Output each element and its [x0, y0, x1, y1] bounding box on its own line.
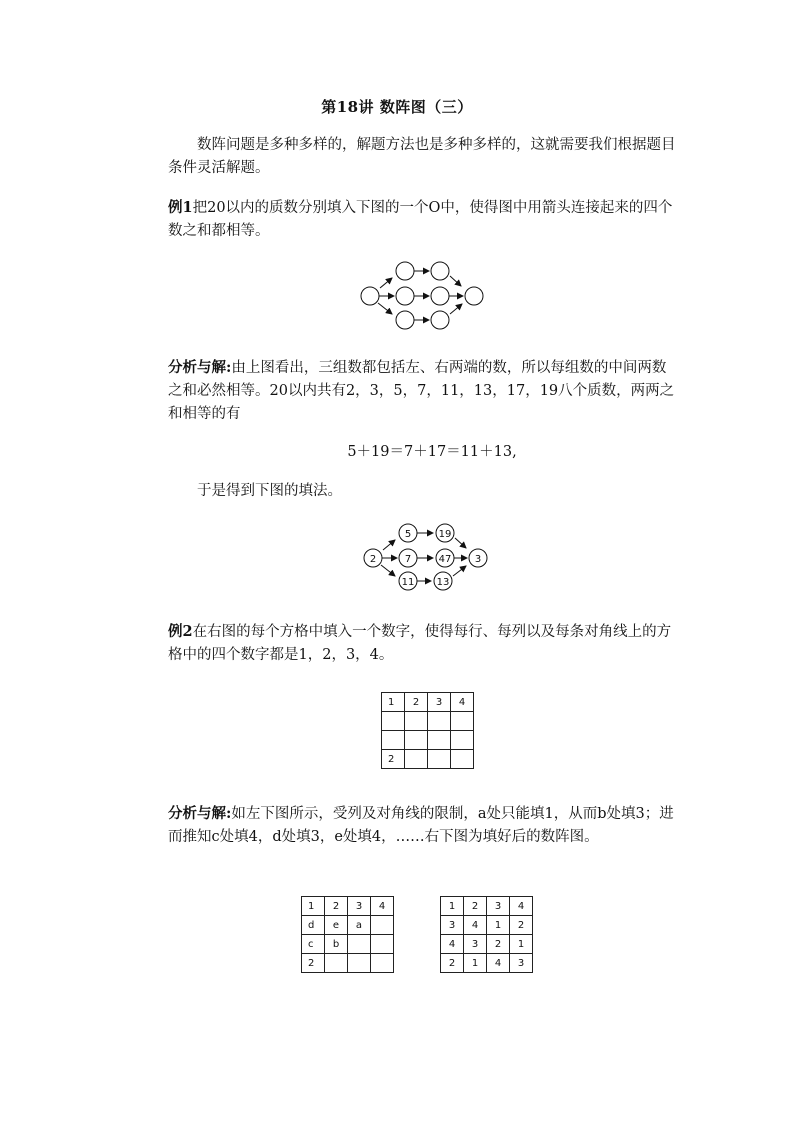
filled-circle-top1 — [399, 524, 417, 542]
circle-top2 — [431, 262, 449, 280]
grid-cell: 1 — [487, 916, 510, 935]
example2-text: 在右图的每个方格中填入一个数字，使得每行、每列以及每条对角线上的方格中的四个数字都是1，2，3，4。 — [168, 624, 672, 663]
value-bot1: 11 — [401, 577, 415, 588]
grid-cell: 1 — [441, 897, 464, 916]
grid-cell: 2 — [302, 954, 325, 973]
analysis2-paragraph — [168, 802, 676, 849]
grid-cell: 4 — [510, 897, 533, 916]
filled-circle-bot1 — [399, 572, 417, 590]
analysis1-paragraph — [168, 356, 676, 426]
grid-cell — [325, 954, 348, 973]
filled-circle-bot2 — [434, 572, 452, 590]
conclusion-paragraph: 于是得到下图的填法。 — [197, 483, 342, 499]
grid-cell: c — [302, 935, 325, 954]
grid-cell — [348, 935, 371, 954]
grid-cell: 1 — [302, 897, 325, 916]
grid-row — [441, 954, 533, 973]
arrow-bot-right — [450, 304, 462, 314]
page-title: 第18讲 数阵图（三） — [321, 98, 473, 116]
grid-cell: 4 — [451, 693, 474, 712]
value-mid1: 7 — [404, 554, 412, 565]
filled-arrow-left-bot — [381, 565, 395, 576]
grid-cell — [405, 731, 428, 750]
value-bot2: 13 — [436, 577, 450, 588]
filled-circle-mid1 — [399, 549, 417, 567]
grid-cell — [348, 954, 371, 973]
equation: 5＋19＝7＋17＝11＋13, — [347, 444, 517, 460]
grid-cell: b — [325, 935, 348, 954]
grid-row — [382, 693, 474, 712]
value-left: 2 — [369, 554, 377, 565]
grid-cell: 2 — [464, 897, 487, 916]
grid-cell — [451, 712, 474, 731]
example2-label: 例2 — [168, 623, 193, 640]
grid-row — [302, 954, 394, 973]
value-mid2: 47 — [438, 554, 452, 565]
filled-arrow-top-right — [455, 538, 466, 548]
arrow-left-top — [380, 278, 392, 288]
grid-cell: 4 — [371, 897, 394, 916]
grid-cell: 3 — [487, 897, 510, 916]
grid-row — [302, 916, 394, 935]
grid-cell: 3 — [441, 916, 464, 935]
grid-cell — [428, 731, 451, 750]
filled-arrow-bot-right — [453, 566, 466, 576]
circle-top1 — [396, 262, 414, 280]
circle-left — [361, 287, 379, 305]
filled-circle-mid2 — [436, 549, 454, 567]
grid-cell — [451, 731, 474, 750]
analysis1-label: 分析与解: — [168, 359, 232, 376]
circle-mid1 — [396, 287, 414, 305]
right-solved-grid — [440, 896, 533, 973]
grid-cell — [371, 935, 394, 954]
arrow-top-right — [450, 276, 461, 286]
grid-cell — [371, 916, 394, 935]
analysis2-text: 如左下图所示，受列及对角线的限制，a处只能填1，从而b处填3；进而推知c处填4，d处填3，e处填4，……右下图为填好后的数阵图。 — [168, 806, 674, 845]
grid-cell — [451, 750, 474, 769]
grid-cell: d — [302, 916, 325, 935]
grid-cell: 4 — [464, 916, 487, 935]
grid-row — [441, 935, 533, 954]
grid-row — [302, 897, 394, 916]
grid-cell: 3 — [510, 954, 533, 973]
example1-paragraph — [168, 196, 676, 243]
grid-cell — [428, 712, 451, 731]
example2-paragraph — [168, 620, 676, 667]
example1-label: 例1 — [168, 199, 193, 216]
grid-cell: 2 — [510, 916, 533, 935]
grid-cell: e — [325, 916, 348, 935]
grid-cell — [371, 954, 394, 973]
arrow-left-bot — [378, 303, 392, 314]
value-right: 3 — [474, 554, 482, 565]
grid-row — [441, 897, 533, 916]
analysis2-label: 分析与解: — [168, 805, 232, 822]
circle-bot1 — [396, 311, 414, 329]
filled-circle-right — [469, 549, 487, 567]
circle-right — [465, 287, 483, 305]
grid-cell: 2 — [382, 750, 405, 769]
grid-cell: 4 — [441, 935, 464, 954]
grid-row — [302, 935, 394, 954]
grid-cell — [382, 712, 405, 731]
circle-mid2 — [431, 287, 449, 305]
circle-bot2 — [431, 311, 449, 329]
left-partial-grid — [301, 896, 394, 973]
grid-cell: 1 — [382, 693, 405, 712]
filled-arrow-left-top — [383, 540, 395, 550]
grid-cell: 2 — [325, 897, 348, 916]
grid-cell: 3 — [428, 693, 451, 712]
grid-row — [441, 916, 533, 935]
intro-paragraph: 数阵问题是多种多样的，解题方法也是多种多样的，这就需要我们根据题目条件灵活解题。 — [168, 137, 676, 176]
value-top2: 19 — [438, 529, 452, 540]
grid-cell: 4 — [487, 954, 510, 973]
example2-grid — [381, 692, 474, 769]
example1-text: 把20以内的质数分别填入下图的一个O中，使得图中用箭头连接起来的四个数之和都相等。 — [168, 200, 673, 239]
grid-cell: 2 — [441, 954, 464, 973]
filled-circle-top2 — [436, 524, 454, 542]
grid-cell: 1 — [510, 935, 533, 954]
grid-row — [382, 712, 474, 731]
grid-cell: 2 — [487, 935, 510, 954]
grid-row — [382, 750, 474, 769]
filled-circle-left — [364, 549, 382, 567]
grid-cell: a — [348, 916, 371, 935]
grid-cell: 2 — [405, 693, 428, 712]
grid-cell — [405, 750, 428, 769]
grid-cell — [382, 731, 405, 750]
grid-row — [382, 731, 474, 750]
grid-cell: 3 — [348, 897, 371, 916]
value-top1: 5 — [404, 529, 412, 540]
grid-cell: 1 — [464, 954, 487, 973]
grid-cell: 3 — [464, 935, 487, 954]
grid-cell — [405, 712, 428, 731]
grid-cell — [428, 750, 451, 769]
analysis1-text: 由上图看出，三组数都包括左、右两端的数，所以每组数的中间两数之和必然相等。20以内共有2，3，5，7，11，13，17，19八个质数，两两之和相等的有 — [168, 360, 675, 422]
